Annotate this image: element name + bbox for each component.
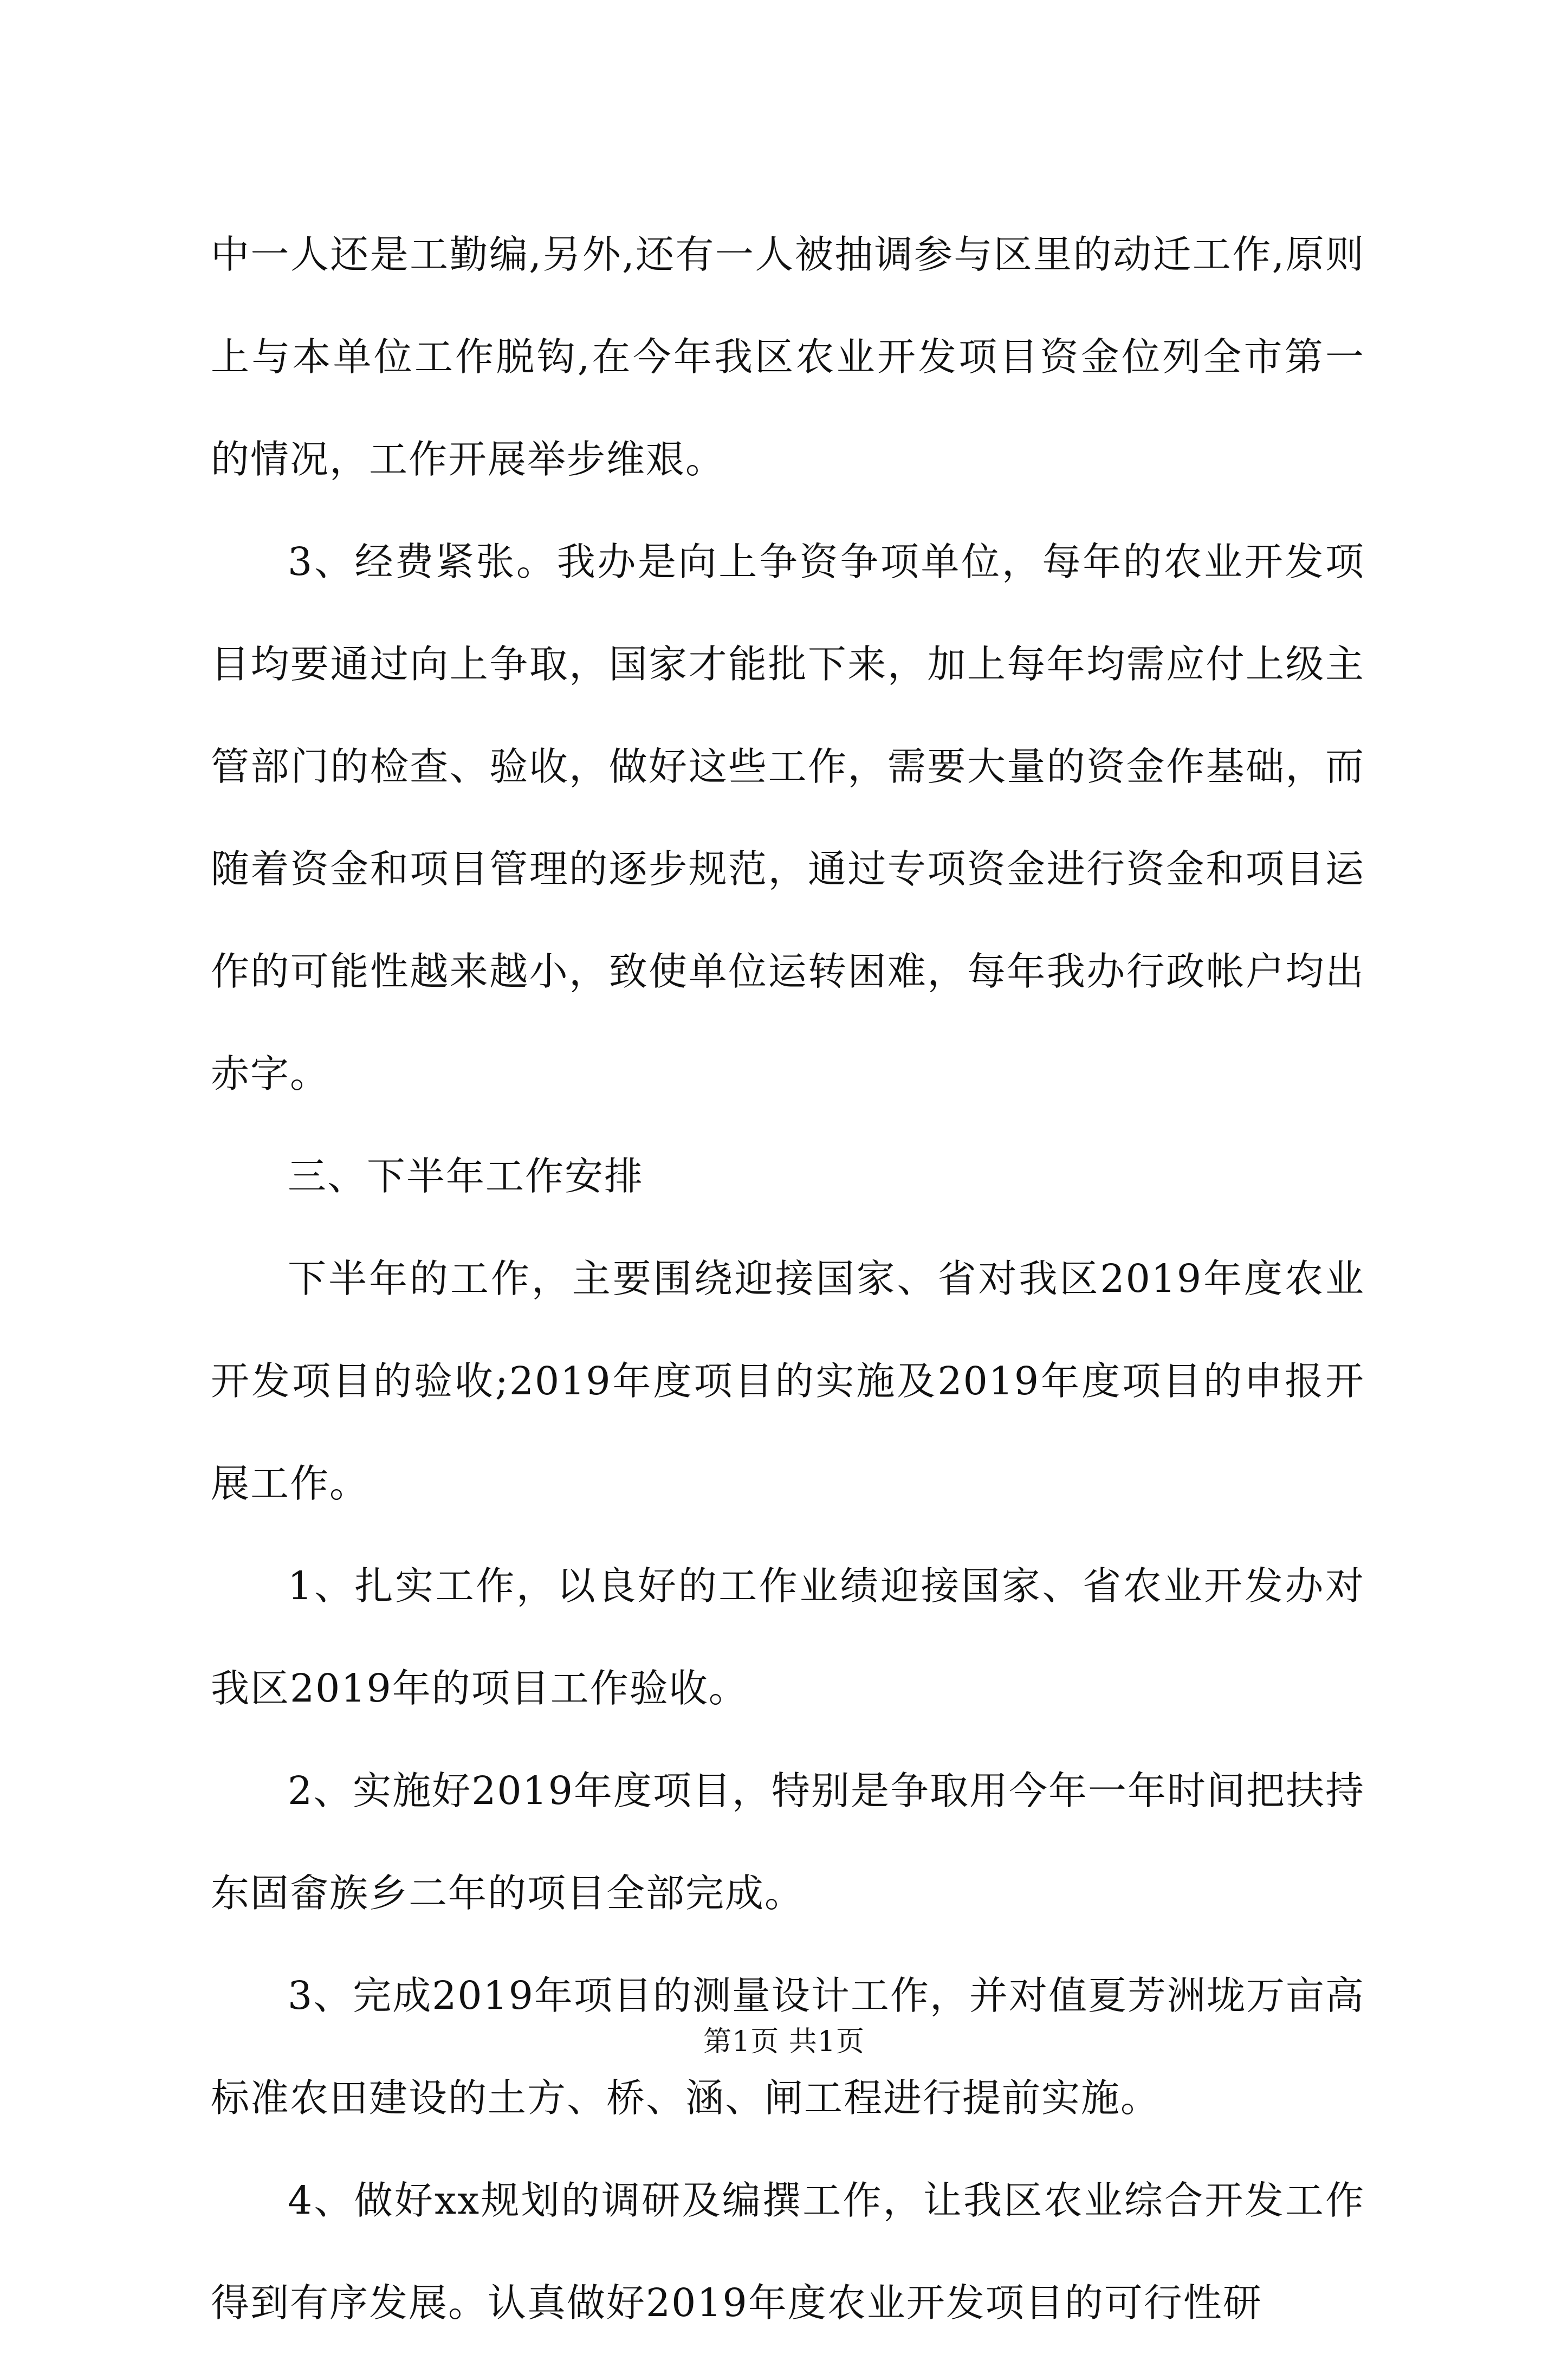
paragraph-4: 下半年的工作，主要围绕迎接国家、省对我区2019年度农业开发项目的验收;2019年度项目的实施及2019年度项目的申报开展工作。 — [211, 1256, 1365, 1506]
paragraph-2: 3、经费紧张。我办是向上争资争项单位，每年的农业开发项目均要通过向上争取，国家才能批下来，加上每年均需应付上级主管部门的检查、验收，做好这些工作，需要大量的资金作基础，而随着资金和项目管理的逐步规范，通过专项资金进行资金和项目运作的可能性越来越小，致使单位运转困难，每年我办行政帐户均出赤字。 — [211, 539, 1365, 1096]
paragraph-7: 3、完成2019年项目的测量设计工作，并对值夏芳洲垅万亩高标准农田建设的土方、桥、涵、闸工程进行提前实施。 — [211, 1973, 1365, 2120]
paragraph-8: 4、做好xx规划的调研及编撰工作，让我区农业综合开发工作得到有序发展。认真做好2019年度农业开发项目的可行性研 — [211, 2178, 1365, 2325]
page-footer: 第1页 共1页 — [703, 2026, 865, 2058]
paragraph-1: 中一人还是工勤编,另外,还有一人被抽调参与区里的动迁工作,原则上与本单位工作脱钩,在今年我区农业开发项目资金位列全市第一的情况，工作开展举步维艰。 — [211, 232, 1365, 482]
paragraph-5: 1、扎实工作，以良好的工作业绩迎接国家、省农业开发办对我区2019年的项目工作验收。 — [211, 1563, 1365, 1711]
section-heading: 三、下半年工作安排 — [288, 1154, 644, 1199]
paragraph-6: 2、实施好2019年度项目，特别是争取用今年一年时间把扶持东固畲族乡二年的项目全部完成。 — [211, 1768, 1365, 1916]
